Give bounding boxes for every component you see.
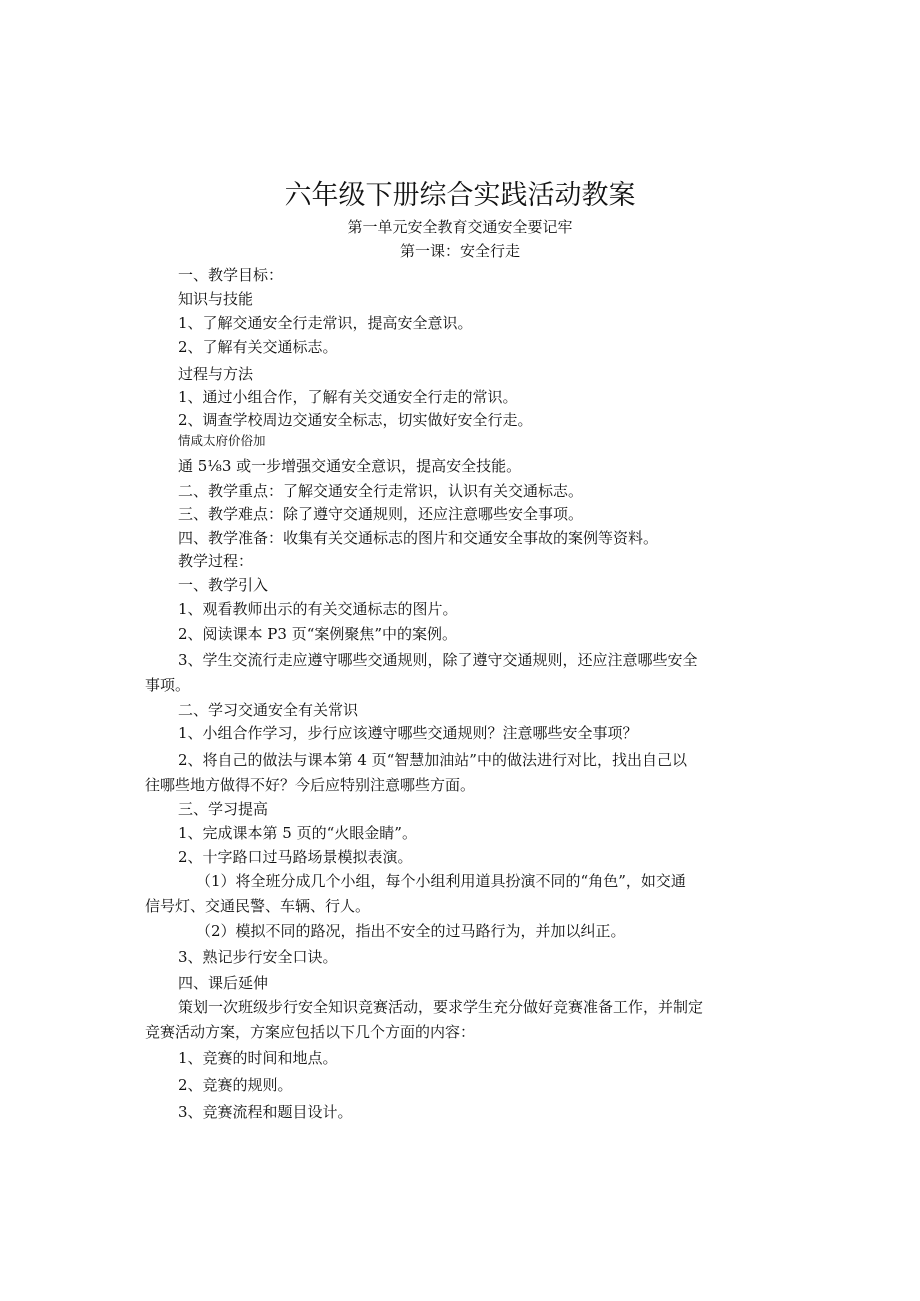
text-line: 四、课后延伸: [178, 974, 269, 992]
text-line: 2、阅读课本 P3 页“案例聚焦”中的案例。: [178, 625, 458, 643]
lesson-title: 第一课：安全行走: [399, 242, 520, 260]
text-line: 知识与技能: [178, 290, 254, 308]
document-title: 六年级下册综合实践活动教案: [284, 180, 636, 211]
text-line: 2、将自己的做法与课本第 4 页“智慧加油站”中的做法进行对比，找出自己以: [178, 751, 687, 769]
text-line: 情咸太府价俗加: [178, 433, 266, 448]
text-line: 1、了解交通安全行走常识，提高安全意识。: [178, 314, 473, 332]
text-line: 三、学习提高: [178, 800, 269, 818]
text-line: （1）将全班分成几个小组，每个小组利用道具扮演不同的“角色”，如交通: [196, 872, 686, 890]
unit-subtitle: 第一单元安全教育交通安全要记牢: [347, 218, 573, 236]
text-line: 二、学习交通安全有关常识: [178, 701, 359, 719]
text-line: 2、竞赛的规则。: [178, 1076, 293, 1094]
text-line: 3、竞赛流程和题目设计。: [178, 1103, 353, 1121]
text-line: 2、十字路口过马路场景模拟表演。: [178, 848, 413, 866]
text-line: 2、了解有关交通标志。: [178, 338, 338, 356]
text-line: 四、教学准备：收集有关交通标志的图片和交通安全事故的案例等资料。: [178, 529, 659, 547]
text-line: 三、教学难点：除了遵守交通规则，还应注意哪些安全事项。: [178, 505, 584, 523]
text-line: 3、熟记步行安全口诀。: [178, 948, 338, 966]
text-line: 一、教学目标：: [178, 266, 284, 284]
text-line: 1、小组合作学习，步行应该遵守哪些交通规则？注意哪些安全事项？: [178, 724, 638, 742]
text-line: 教学过程：: [178, 552, 254, 570]
text-line: 1、观看教师出示的有关交通标志的图片。: [178, 600, 458, 618]
text-line: 信号灯、交通民警、车辆、行人。: [145, 897, 371, 915]
text-line: 竞赛活动方案，方案应包括以下几个方面的内容：: [145, 1023, 476, 1041]
text-line: 过程与方法: [178, 365, 254, 383]
text-line: 二、教学重点：了解交通安全行走常识，认识有关交通标志。: [178, 482, 584, 500]
text-line: 3、学生交流行走应遵守哪些交通规则，除了遵守交通规则，还应注意哪些安全: [178, 651, 698, 669]
text-line: 往哪些地方做得不好？今后应特别注意哪些方面。: [145, 776, 476, 794]
text-line: 1、竞赛的时间和地点。: [178, 1049, 338, 1067]
text-line: 一、教学引入: [178, 576, 269, 594]
text-line: 事项。: [145, 676, 191, 694]
text-line: （2）模拟不同的路况，指出不安全的过马路行为，并加以纠正。: [196, 922, 626, 940]
text-line: 2、调查学校周边交通安全标志，切实做好安全行走。: [178, 411, 533, 429]
text-line: 通 5⅛3 或一步增强交通安全意识，提高安全技能。: [178, 457, 522, 475]
text-line: 1、完成课本第 5 页的“火眼金睛”。: [178, 824, 417, 842]
text-line: 策划一次班级步行安全知识竞赛活动，要求学生充分做好竞赛准备工作，并制定: [178, 998, 704, 1016]
text-line: 1、通过小组合作，了解有关交通安全行走的常识。: [178, 388, 518, 406]
